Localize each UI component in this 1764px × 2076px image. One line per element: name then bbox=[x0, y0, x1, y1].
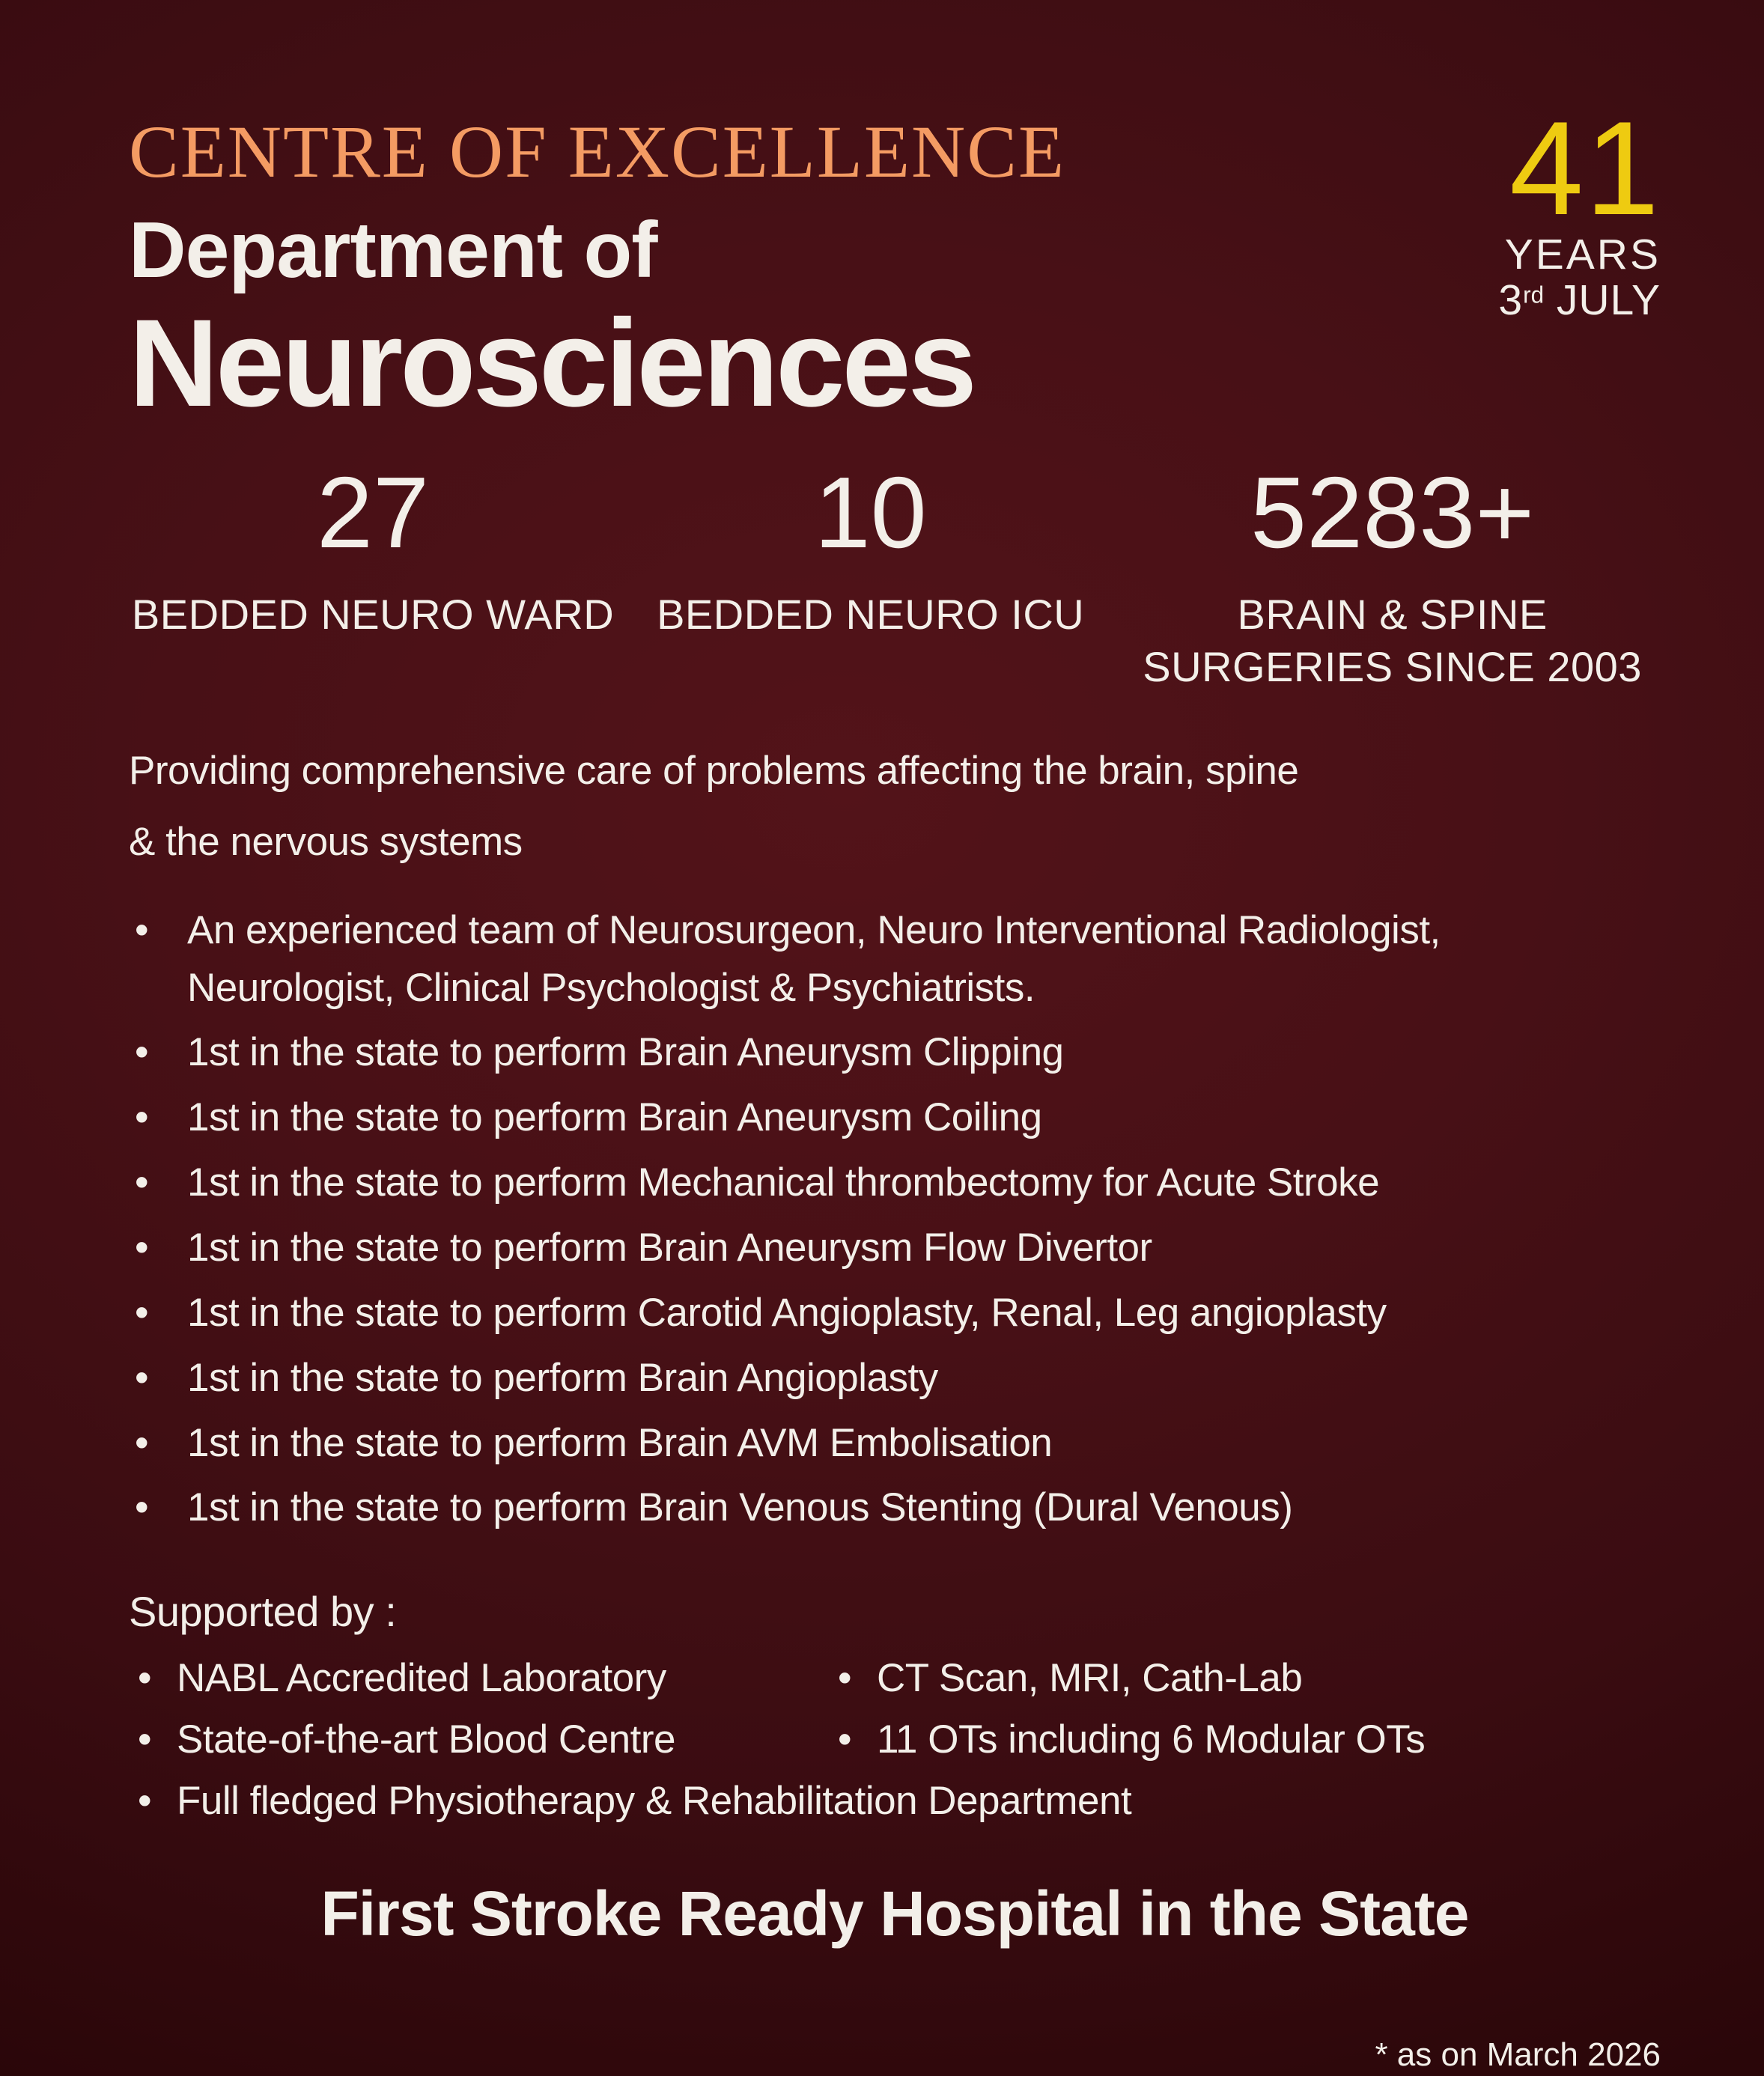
stat-label: BEDDED NEURO ICU bbox=[657, 591, 1085, 638]
stat-surgeries bbox=[1124, 456, 1661, 693]
list-item: • CT Scan, MRI, Cath-Lab bbox=[829, 1650, 1661, 1708]
anniversary-years-label: YEARS bbox=[1504, 231, 1661, 279]
page-title: Neurosciences bbox=[129, 294, 975, 433]
stat-value: 27 bbox=[316, 456, 430, 569]
stat-label: BEDDED NEURO WARD bbox=[131, 591, 615, 638]
department-of-line: Department of bbox=[129, 206, 657, 294]
centre-of-excellence-eyebrow: CENTRE OF EXCELLENCE bbox=[129, 110, 1066, 193]
supported-by-heading: Supported by : bbox=[129, 1588, 397, 1636]
stat-neuro-ward bbox=[129, 456, 617, 641]
stat-label: BRAIN & SPINE SURGERIES SINCE 2003 bbox=[1143, 591, 1642, 690]
supported-by-section bbox=[129, 1585, 1661, 1833]
anniversary-date bbox=[1498, 278, 1661, 323]
highlights-list bbox=[129, 902, 1661, 1537]
stat-neuro-icu bbox=[624, 456, 1116, 641]
anniversary-month: JULY bbox=[1556, 276, 1661, 324]
supported-by-grid bbox=[129, 1650, 1661, 1834]
list-item: • State-of-the-art Blood Centre bbox=[129, 1711, 829, 1769]
list-item: • 1st in the state to perform Carotid Angioplasty, Renal, Leg angioplasty bbox=[129, 1285, 1580, 1342]
list-item: • Full fledged Physiotherapy & Rehabilitation Department bbox=[129, 1773, 1661, 1830]
list-item: • 1st in the state to perform Brain AVM Embolisation bbox=[129, 1415, 1580, 1473]
anniversary-day-suffix: rd bbox=[1523, 281, 1544, 308]
anniversary-number: 41 bbox=[1509, 94, 1661, 243]
header-block bbox=[129, 110, 1661, 433]
intro-line-2: & the nervous systems bbox=[129, 820, 523, 865]
stroke-ready-tagline: First Stroke Ready Hospital in the State bbox=[320, 1878, 1469, 1949]
stats-row bbox=[129, 456, 1661, 693]
list-item: • 1st in the state to perform Mechanical thrombectomy for Acute Stroke bbox=[129, 1154, 1580, 1212]
list-item: • 1st in the state to perform Brain Aneurysm Coiling bbox=[129, 1089, 1580, 1147]
list-item: • 1st in the state to perform Brain Angioplasty bbox=[129, 1350, 1580, 1407]
list-item: • 1st in the state to perform Brain Aneurysm Flow Divertor bbox=[129, 1220, 1580, 1277]
intro-line-1: Providing comprehensive care of problems affecting the brain, spine bbox=[129, 749, 1299, 793]
list-item: • 1st in the state to perform Brain Aneurysm Clipping bbox=[129, 1024, 1580, 1082]
list-item: • An experienced team of Neurosurgeon, Neuro Interventional Radiologist, Neurologist, Clinical Psychologist & Psychiatrists. bbox=[129, 902, 1580, 1017]
anniversary-day: 3 bbox=[1498, 276, 1524, 324]
list-item: • 1st in the state to perform Brain Venous Stenting (Dural Venous) bbox=[129, 1479, 1580, 1537]
anniversary-badge bbox=[1498, 94, 1661, 324]
stat-value: 10 bbox=[814, 456, 927, 569]
stat-value: 5283+ bbox=[1250, 456, 1535, 569]
intro-paragraph bbox=[129, 735, 1661, 878]
list-item: • 11 OTs including 6 Modular OTs bbox=[829, 1711, 1661, 1769]
list-item: • NABL Accredited Laboratory bbox=[129, 1650, 829, 1708]
as-on-date-note: * as on March 2026 bbox=[1375, 2036, 1661, 2073]
